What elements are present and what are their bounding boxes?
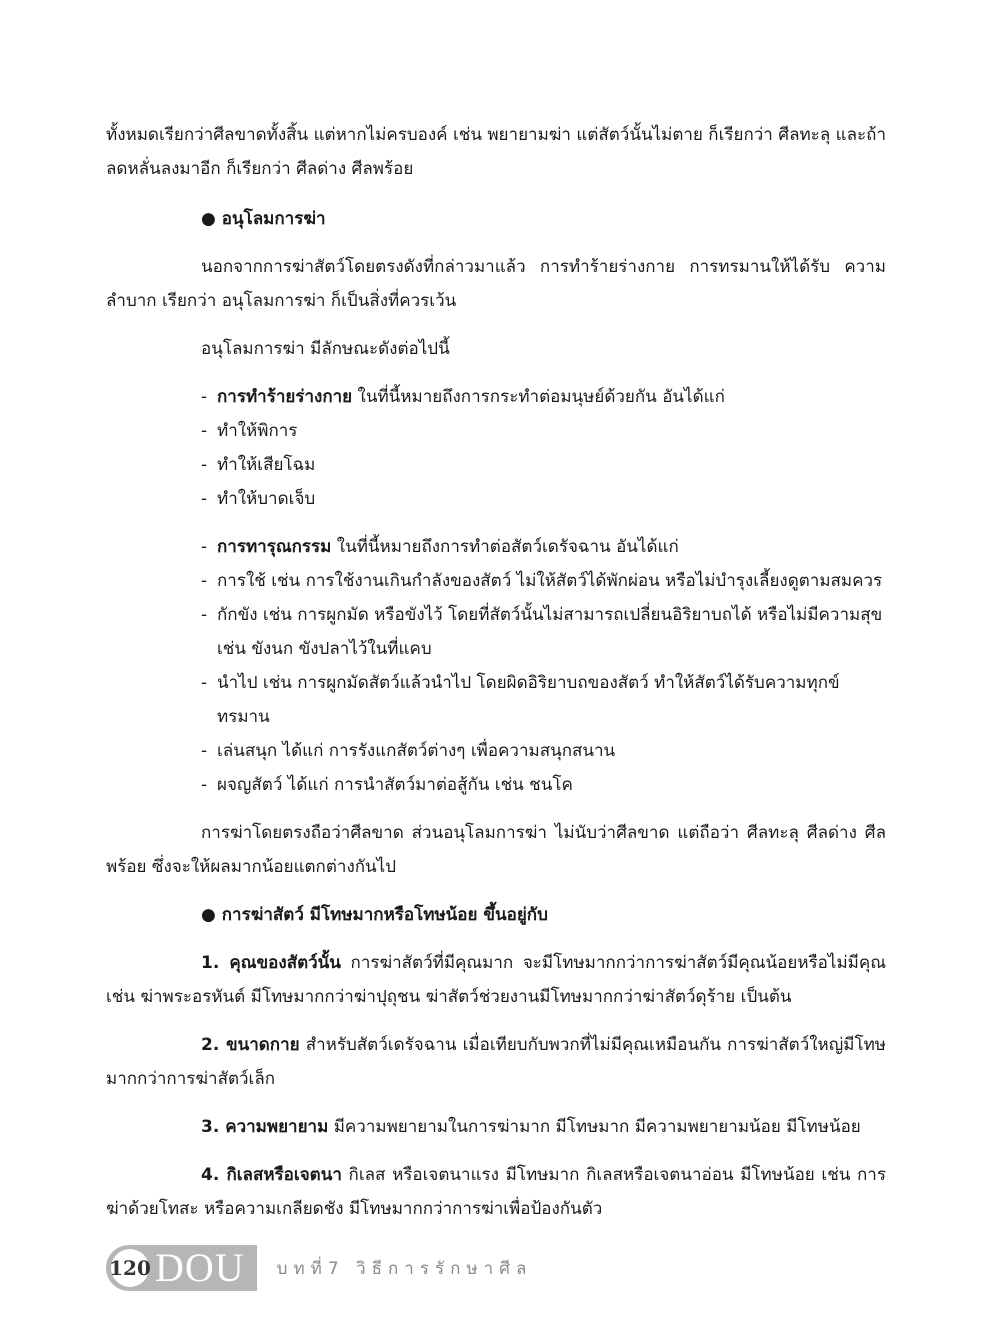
- list-item: - กักขัง เช่น การผูกมัด หรือขังไว้ โดยที่สัตว์นั้นไม่สามารถเปลี่ยนอิริยาบถได้ หรือไม่มีความสุข เช่น ขังนก ขังปลาไว้ในที่แคบ: [201, 605, 883, 659]
- list-item-text: นำไป เช่น การผูกมัดสัตว์แล้วนำไป โดยผิดอิริยาบถของสัตว์ ทำให้สัตว์ได้รับความทุกข์ทรมาน: [217, 673, 840, 727]
- bullet-icon: ●: [201, 209, 216, 229]
- section-heading-anuloma: [201, 202, 886, 236]
- numbered-lead: 4. กิเลสหรือเจตนา: [201, 1165, 342, 1185]
- list-item-text: การใช้ เช่น การใช้งานเกินกำลังของสัตว์ ไม่ให้สัตว์ได้พักผ่อน หรือไม่บำรุงเลี้ยงดูตามสมควร: [217, 571, 883, 591]
- numbered-paragraph: [106, 946, 886, 1014]
- numbered-text: มีความพยายามในการฆ่ามาก มีโทษมาก มีความพยายามน้อย มีโทษน้อย: [328, 1117, 861, 1137]
- list-item-text: เล่นสนุก ได้แก่ การรังแกสัตว์ต่างๆ เพื่อความสนุกสนาน: [217, 741, 616, 761]
- paragraph: นอกจากการฆ่าสัตว์โดยตรงดังที่กล่าวมาแล้ว การทำร้ายร่างกาย การทรมานให้ได้รับ ความลำบาก เรียกว่า อนุโลมการฆ่า ก็เป็นสิ่งที่ควรเว้น: [106, 257, 886, 311]
- numbered-paragraph: [106, 1110, 886, 1144]
- list-item: - นำไป เช่น การผูกมัดสัตว์แล้วนำไป โดยผิดอิริยาบถของสัตว์ ทำให้สัตว์ได้รับความทุกข์ทรมาน: [201, 673, 840, 727]
- section-heading-text: การฆ่าสัตว์ มีโทษมากหรือโทษน้อย ขึ้นอยู่กับ: [221, 905, 548, 925]
- list-item-text: ในที่นี้หมายถึงการทำต่อสัตว์เดรัจฉาน อันได้แก่: [331, 537, 679, 557]
- numbered-text: สำหรับสัตว์เดรัจฉาน เมื่อเทียบกับพวกที่ไม่มีคุณเหมือนกัน การฆ่าสัตว์ใหญ่มีโทษมากกว่าการฆ่าสัตว์เล็ก: [106, 1035, 886, 1089]
- animal-cruelty-list: [201, 530, 886, 802]
- list-item: - การทารุณกรรม ในที่นี้หมายถึงการทำต่อสัตว์เดรัจฉาน อันได้แก่: [201, 537, 679, 557]
- document-body: [106, 118, 886, 1240]
- page-footer: [106, 1245, 532, 1291]
- numbered-paragraph: [106, 1158, 886, 1226]
- list-item-text: ทำให้เสียโฉม: [217, 455, 316, 475]
- list-item: - ทำให้เสียโฉม: [201, 455, 316, 475]
- section-heading-severity: [201, 898, 886, 932]
- brand-logo: DOU: [155, 1245, 245, 1290]
- paragraph: อนุโลมการฆ่า มีลักษณะดังต่อไปนี้: [201, 339, 450, 359]
- list-item: - เล่นสนุก ได้แก่ การรังแกสัตว์ต่างๆ เพื่อความสนุกสนาน: [201, 741, 616, 761]
- list-item-text: กักขัง เช่น การผูกมัด หรือขังไว้ โดยที่สัตว์นั้นไม่สามารถเปลี่ยนอิริยาบถได้ หรือไม่มีความสุข เช่น ขังนก ขังปลาไว้ในที่แคบ: [217, 605, 883, 659]
- paragraph: การฆ่าโดยตรงถือว่าศีลขาด ส่วนอนุโลมการฆ่า ไม่นับว่าศีลขาด แต่ถือว่า ศีลทะลุ ศีลด่าง ศีลพร้อย ซึ่งจะให้ผลมากน้อยแตกต่างกันไป: [106, 823, 886, 877]
- list-item: - การทำร้ายร่างกาย ในที่นี้หมายถึงการกระทำต่อมนุษย์ด้วยกัน อันได้แก่: [201, 387, 725, 407]
- list-item: - ผจญสัตว์ ได้แก่ การนำสัตว์มาต่อสู้กัน เช่น ชนโค: [201, 775, 573, 795]
- intro-paragraph: ทั้งหมดเรียกว่าศีลขาดทั้งสิ้น แต่หากไม่ครบองค์ เช่น พยายามฆ่า แต่สัตว์นั้นไม่ตาย ก็เรียกว่า ศีลทะลุ และถ้าลดหลั่นลงมาอีก ก็เรียกว่า ศีลด่าง ศีลพร้อย: [106, 125, 886, 179]
- bullet-icon: ●: [201, 905, 216, 925]
- numbered-lead: 2. ขนาดกาย: [201, 1035, 300, 1055]
- list-item: - การใช้ เช่น การใช้งานเกินกำลังของสัตว์ ไม่ให้สัตว์ได้พักผ่อน หรือไม่บำรุงเลี้ยงดูตามสมควร: [201, 571, 883, 591]
- list-item-text: ผจญสัตว์ ได้แก่ การนำสัตว์มาต่อสู้กัน เช่น ชนโค: [217, 775, 573, 795]
- list-item: - ทำให้พิการ: [201, 421, 298, 441]
- chapter-title: บทที่7 วิธีการรักษาศีล: [276, 1258, 533, 1279]
- list-item-lead: การทำร้ายร่างกาย: [217, 387, 353, 407]
- list-item: - ทำให้บาดเจ็บ: [201, 489, 316, 509]
- numbered-lead: 3. ความพยายาม: [201, 1117, 329, 1137]
- numbered-text: การฆ่าสัตว์ที่มีคุณมาก จะมีโทษมากกว่าการฆ่าสัตว์มีคุณน้อยหรือไม่มีคุณ เช่น ฆ่าพระอรหันต์ มีโทษมากกว่าฆ่าปุถุชน ฆ่าสัตว์ช่วยงานมีโทษมากกว่าฆ่าสัตว์ดุร้าย เป็นต้น: [106, 953, 886, 1007]
- numbered-lead: 1. คุณของสัตว์นั้น: [201, 953, 341, 973]
- footer-badge: [106, 1245, 257, 1291]
- section-heading-text: อนุโลมการฆ่า: [221, 209, 326, 229]
- page-number: 120: [111, 1249, 149, 1287]
- numbered-paragraph: [106, 1028, 886, 1096]
- list-item-text: ทำให้บาดเจ็บ: [217, 489, 316, 509]
- numbered-text: กิเลส หรือเจตนาแรง มีโทษมาก กิเลสหรือเจตนาอ่อน มีโทษน้อย เช่น การฆ่าด้วยโทสะ หรือความเกลียดชัง มีโทษมากกว่าการฆ่าเพื่อป้องกันตัว: [106, 1165, 886, 1219]
- list-item-lead: การทารุณกรรม: [217, 537, 332, 557]
- list-item-text: ทำให้พิการ: [217, 421, 298, 441]
- bodily-harm-list: [201, 380, 886, 516]
- list-item-text: ในที่นี้หมายถึงการกระทำต่อมนุษย์ด้วยกัน อันได้แก่: [352, 387, 725, 407]
